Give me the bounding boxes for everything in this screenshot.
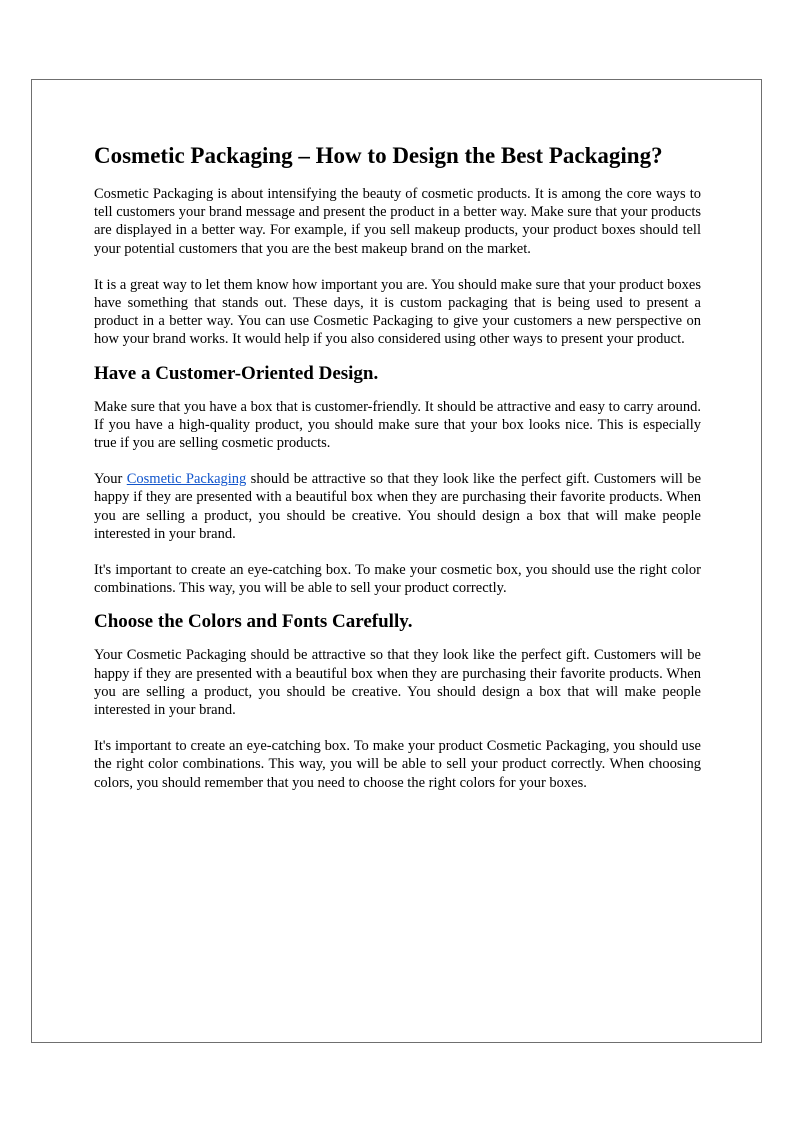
intro-paragraph-2: It is a great way to let them know how important you are. You should make sure that your product boxes have something that stands out. These days, it is custom packaging that is being used to present a product in a better way. You can use Cosmetic Packaging to give your customers a new perspective on how your brand works. It would help if you also considered using other ways to present your product. [94, 276, 701, 348]
section1-paragraph-2 [94, 470, 701, 543]
section2-paragraph-2: It's important to create an eye-catching box. To make your product Cosmetic Packaging, you should use the right color combinations. This way, you will be able to sell your product correctly. When choosing colors, you should remember that you need to choose the right colors for your boxes. [94, 738, 701, 791]
section-heading-customer-oriented: Have a Customer-Oriented Design. [94, 362, 379, 384]
intro-paragraph-1: Cosmetic Packaging is about intensifying the beauty of cosmetic products. It is among the core ways to tell customers your brand message and present the product in a better way. Make sure that your products are displayed in a better way. For example, if you sell makeup products, your product boxes should tell your potential customers that you are the best makeup brand on the market. [94, 186, 701, 257]
document-title: Cosmetic Packaging – How to Design the Best Packaging? [94, 143, 663, 168]
section1-paragraph-1: Make sure that you have a box that is customer-friendly. It should be attractive and easy to carry around. If you have a high-quality product, you should make sure that your box looks nice. This is especially true if you are selling cosmetic products. [94, 398, 701, 452]
section1-paragraph-3: It's important to create an eye-catching box. To make your cosmetic box, you should use the right color combinations. This way, you will be able to sell your product correctly. [94, 562, 701, 597]
section1-paragraph-2-suffix: should be attractive so that they look like the perfect gift. Customers will be happy if they are presented with a beautiful box when they are purchasing their favorite products. When you are selling a product, you should be creative. You should design a box that will make people interested in your brand. [94, 471, 702, 542]
cosmetic-packaging-link[interactable]: Cosmetic Packaging [126, 471, 247, 488]
document-body [94, 141, 701, 810]
section1-paragraph-2-prefix: Your [94, 471, 127, 488]
section2-paragraph-1: Your Cosmetic Packaging should be attractive so that they look like the perfect gift. Customers will be happy if they are presented with a beautiful box when they are purchasing their favorite products. When you are selling a product, you should be creative. You should design a box that will make people interested in your brand. [94, 647, 701, 719]
section-heading-colors-fonts: Choose the Colors and Fonts Carefully. [94, 611, 413, 633]
